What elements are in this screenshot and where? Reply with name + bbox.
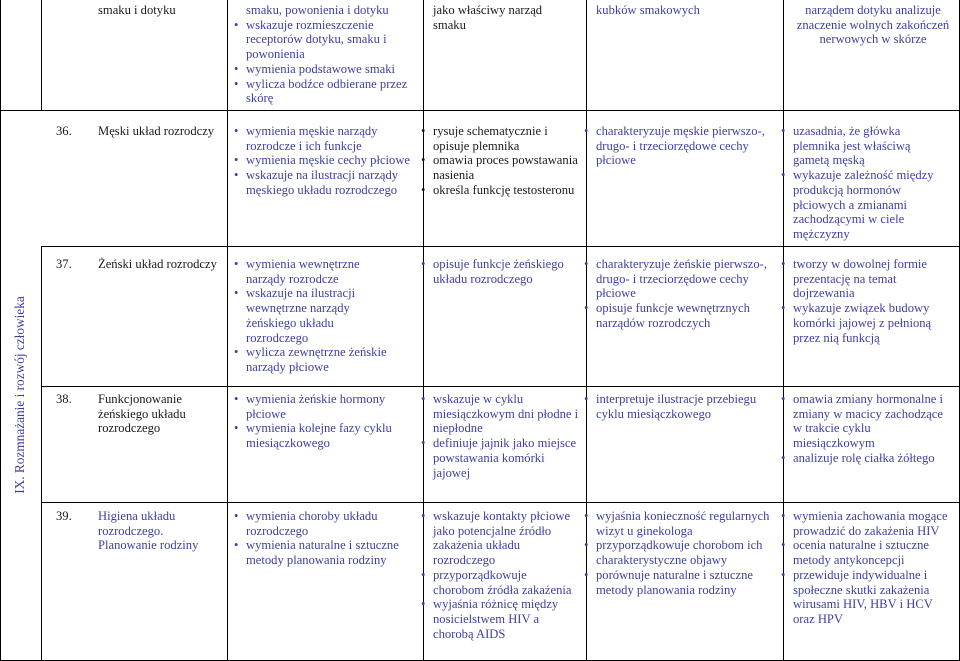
list-item: • definiuje jajnik jako miejsce powstawania komórki jajowej [420,436,580,480]
row-topic: Żeński układ rozrodczy [98,257,217,271]
list-item: • określa funkcję testosteronu [420,183,578,198]
top-row-advanced: kubków smakowych [596,3,700,17]
list-item: • rysuje schematycznie i opisuje plemnika [420,124,578,153]
list-item: • wymienia męskie cechy płciowe [233,153,419,168]
list-item: • wylicza bodźce odbierane przez skórę [233,77,419,106]
list-item: • wymienia naturalne i sztuczne metody planowania rodziny [233,538,419,567]
row-extended [420,509,580,641]
section-label [6,270,34,520]
list-item: • wymienia choroby układu rozrodczego [233,509,419,538]
top-row-topic: smaku i dotyku [98,3,176,17]
list-item: • wskazuje kontakty płciowe jako potencjalne źródło zakażenia układu rozrodczego [420,509,580,568]
row-advanced [583,124,778,168]
list-item: • wykazuje związek budowy komórki jajowej z pełnioną przez nią funkcją [780,301,950,345]
row-number: 39. [56,509,72,523]
row-number: 38. [56,392,72,406]
list-item: • charakteryzuje żeńskie pierwszo-, drugo- i trzeciorzędowe cechy płciowe [583,257,778,301]
list-item: • opisuje funkcje wewnętrznych narządów rozrodczych [583,301,778,330]
row-topic: Męski układ rozrodczy [98,124,215,138]
row-advanced [583,509,778,597]
list-item: • wskazuje na ilustracji wewnętrzne narządy żeńskiego układu rozrodczego [233,286,393,345]
list-item: • wskazuje na ilustracji narządy męskiego układu rozrodczego [233,168,419,197]
column-divider [41,0,42,110]
list-item: • przewiduje indywidualne i społeczne skutki zakażenia wirusami HIV, HBV i HCV oraz HPV [780,568,955,627]
list-item: • wymienia zachowania mogące prowadzić do zakażenia HIV [780,509,955,538]
row-basic [233,257,393,375]
column-divider [41,246,42,661]
row-topic: Higiena układu rozrodczego. Planowanie rodziny [98,509,199,553]
list-item: • interpretuje ilustracje przebiegu cyklu miesiączkowego [583,392,778,421]
list-item: • opisuje funkcje żeńskiego układu rozrodczego [420,257,580,286]
list-item: • wymienia kolejne fazy cyklu miesiączkowego [233,421,419,450]
row-excellent [780,124,950,242]
list-item: • wskazuje rozmieszczenie receptorów dotyku, smaku i powonienia [233,18,419,62]
top-row-excellent: narządem dotyku analizuje znaczenie wolnych zakończeń nerwowych w skórze [796,3,950,47]
row-basic [233,392,419,451]
row-advanced [583,392,778,421]
list-item: • wymienia podstawowe smaki [233,62,419,77]
row-basic [233,124,419,198]
top-row-extended: jako właściwy narząd smaku [433,3,543,32]
row-extended [420,392,580,480]
list-item: • wyjaśnia konieczność regularnych wizyt u ginekologa [583,509,778,538]
column-divider [227,0,228,661]
list-item: • przyporządkowuje chorobom źródła zakażenia [420,568,580,597]
list-item: • tworzy w dowolnej formie prezentację na temat dojrzewania [780,257,950,301]
row-divider [0,110,960,111]
row-extended [420,124,578,198]
table-border-left [0,0,1,661]
list-item: • wymienia żeńskie hormony płciowe [233,392,419,421]
row-extended [420,257,580,286]
list-item: • charakteryzuje męskie pierwszo-, drugo- i trzeciorzędowe cechy płciowe [583,124,778,168]
list-item: • wymienia męskie narządy rozrodcze i ich funkcje [233,124,419,153]
row-excellent [780,509,955,627]
row-topic: Funkcjonowanie żeńskiego układu rozrodczego [98,392,186,436]
row-divider [41,386,960,387]
list-item: • omawia proces powstawania nasienia [420,153,578,182]
row-divider [41,246,960,247]
list-item: • wymienia wewnętrzne narządy rozrodcze [233,257,393,286]
row-number: 36. [56,124,72,138]
list-item: • wskazuje w cyklu miesiączkowym dni płodne i niepłodne [420,392,580,436]
list-item: • wylicza zewnętrzne żeńskie narządy płciowe [233,345,393,374]
row-basic [233,509,419,568]
row-divider [41,502,960,503]
list-item: smaku, powonienia i dotyku [246,3,389,17]
list-item: • wykazuje zależność między produkcją hormonów płciowych a zmianami zachodzącymi w ciele mężczyzny [780,168,950,242]
list-item: • wyjaśnia różnicę między nosicielstwem HIV a chorobą AIDS [420,597,580,641]
row-excellent [780,392,955,466]
list-item: • ocenia naturalne i sztuczne metody antykoncepcji [780,538,955,567]
row-number: 37. [56,257,72,271]
list-item: • przyporządkowuje chorobom ich charakterystyczne objawy [583,538,778,567]
list-item: • porównuje naturalne i sztuczne metody planowania rodziny [583,568,778,597]
row-advanced [583,257,778,331]
section-label-text: IX. Rozmnażanie i rozwój człowieka [12,296,27,494]
row-excellent [780,257,950,345]
list-item: • analizuje rolę ciałka żółtego [780,451,955,466]
list-item: • omawia zmiany hormonalne i zmiany w macicy zachodzące w trakcie cyklu miesiączkowym [780,392,955,451]
top-row-basic [233,3,419,106]
list-item: • uzasadnia, że główka plemnika jest właściwą gametą męską [780,124,950,168]
